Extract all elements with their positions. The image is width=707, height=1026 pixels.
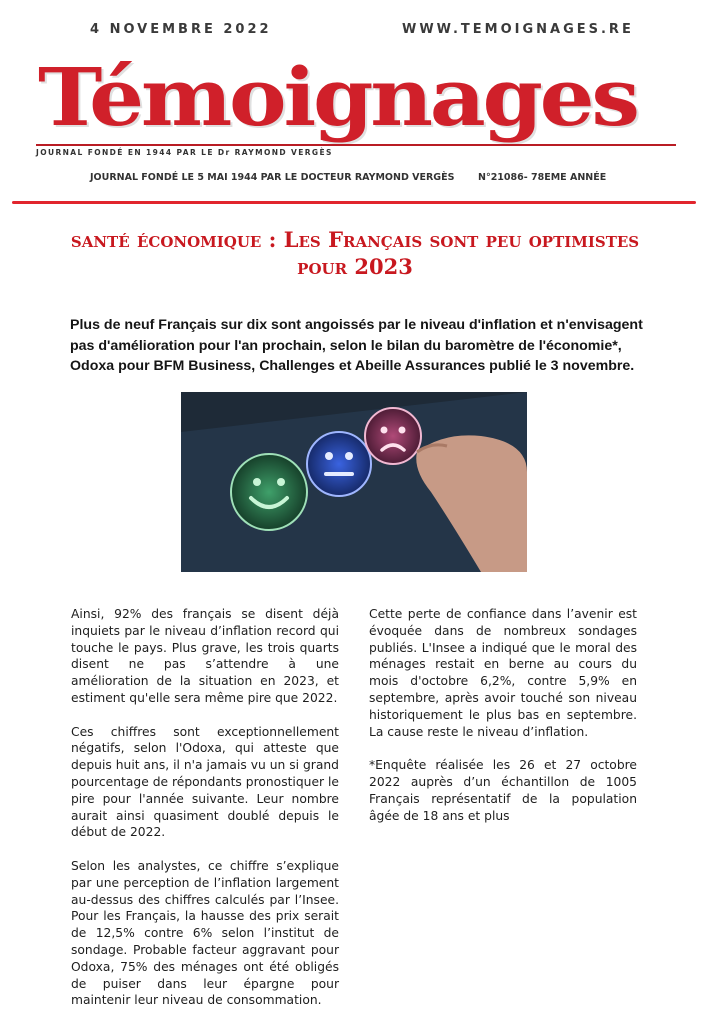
article-lede: Plus de neuf Français sur dix sont angoissés par le niveau d'inflation et n'envisagent pas d'amélioration pour l'an prochain, selon le bilan du baromètre de l'économie*, Odoxa pour BFM Business, Challenges et Abeille Assurances publié le 3 novembre.: [70, 317, 643, 374]
article-paragraph: Cette perte de confiance dans l’avenir est évoquée dans de nombreux sondages publiés. L'Insee a indiqué que le moral des ménages restait en berne au cours du mois d'octobre 6,2%, contre 5,9% en septembre, après avoir touché son niveau historiquement le plus bas en septembre. La cause reste le niveau d’inflation.: [369, 607, 637, 739]
logo-wordmark: Témoignages: [38, 50, 637, 144]
article-paragraph: Ainsi, 92% des français se disent déjà inquiets par le niveau d’inflation record qui touche le pays. Plus grave, les trois quarts disent ne pas s’attendre à une amélioration de la situation en 2023, et estiment qu'elle sera même pire que 2022.: [71, 607, 339, 705]
logo-tagline: JOURNAL FONDÉ EN 1944 PAR LE Dr RAYMOND VERGÈS: [36, 148, 333, 157]
header-divider: [12, 201, 696, 204]
smiley-rating-illustration: [181, 392, 527, 572]
masthead-logo: [32, 50, 680, 160]
article-column-right: [369, 606, 637, 841]
article-column-left: [71, 606, 339, 1026]
issue-number: N°21086- 78EME ANNÉE: [478, 172, 607, 183]
founding-note: JOURNAL FONDÉ LE 5 MAI 1944 PAR LE DOCTEUR RAYMOND VERGÈS: [90, 172, 455, 183]
issue-date: 4 NOVEMBRE 2022: [90, 22, 272, 37]
article-paragraph: Ces chiffres sont exceptionnellement négatifs, selon l'Odoxa, qui atteste que depuis huit ans, il n'a jamais vu un si grand pourcentage de répondants pronostiquer le pire pour l'année suivante. Leur nombre aurait ainsi quasiment doublé depuis le début de 2022.: [71, 724, 339, 840]
neutral-face-icon: [307, 432, 371, 496]
article-title: santé économique : Les Français sont peu optimistes pour 2023: [70, 227, 640, 279]
survey-footnote: *Enquête réalisée les 26 et 27 octobre 2022 auprès d’un échantillon de 1005 Français représentatif de la population âgée de 18 ans et plus: [369, 758, 637, 823]
sad-face-icon: [365, 408, 421, 464]
logo-underline: [36, 144, 676, 146]
website-url[interactable]: WWW.TEMOIGNAGES.RE: [402, 22, 634, 37]
article-paragraph: Selon les analystes, ce chiffre s’explique par une perception de l’inflation largement au-dessus des chiffres calculés par l’Insee. Pour les Français, la hausse des prix serait de 12,5% contre 6% selon l’institut de sondage. Probable facteur aggravant pour Odoxa, 75% des ménages ont été obligés de puiser dans leur épargne pour maintenir leur niveau de consommation.: [71, 858, 339, 1008]
article-photo: [181, 392, 527, 572]
happy-face-icon: [231, 454, 307, 530]
